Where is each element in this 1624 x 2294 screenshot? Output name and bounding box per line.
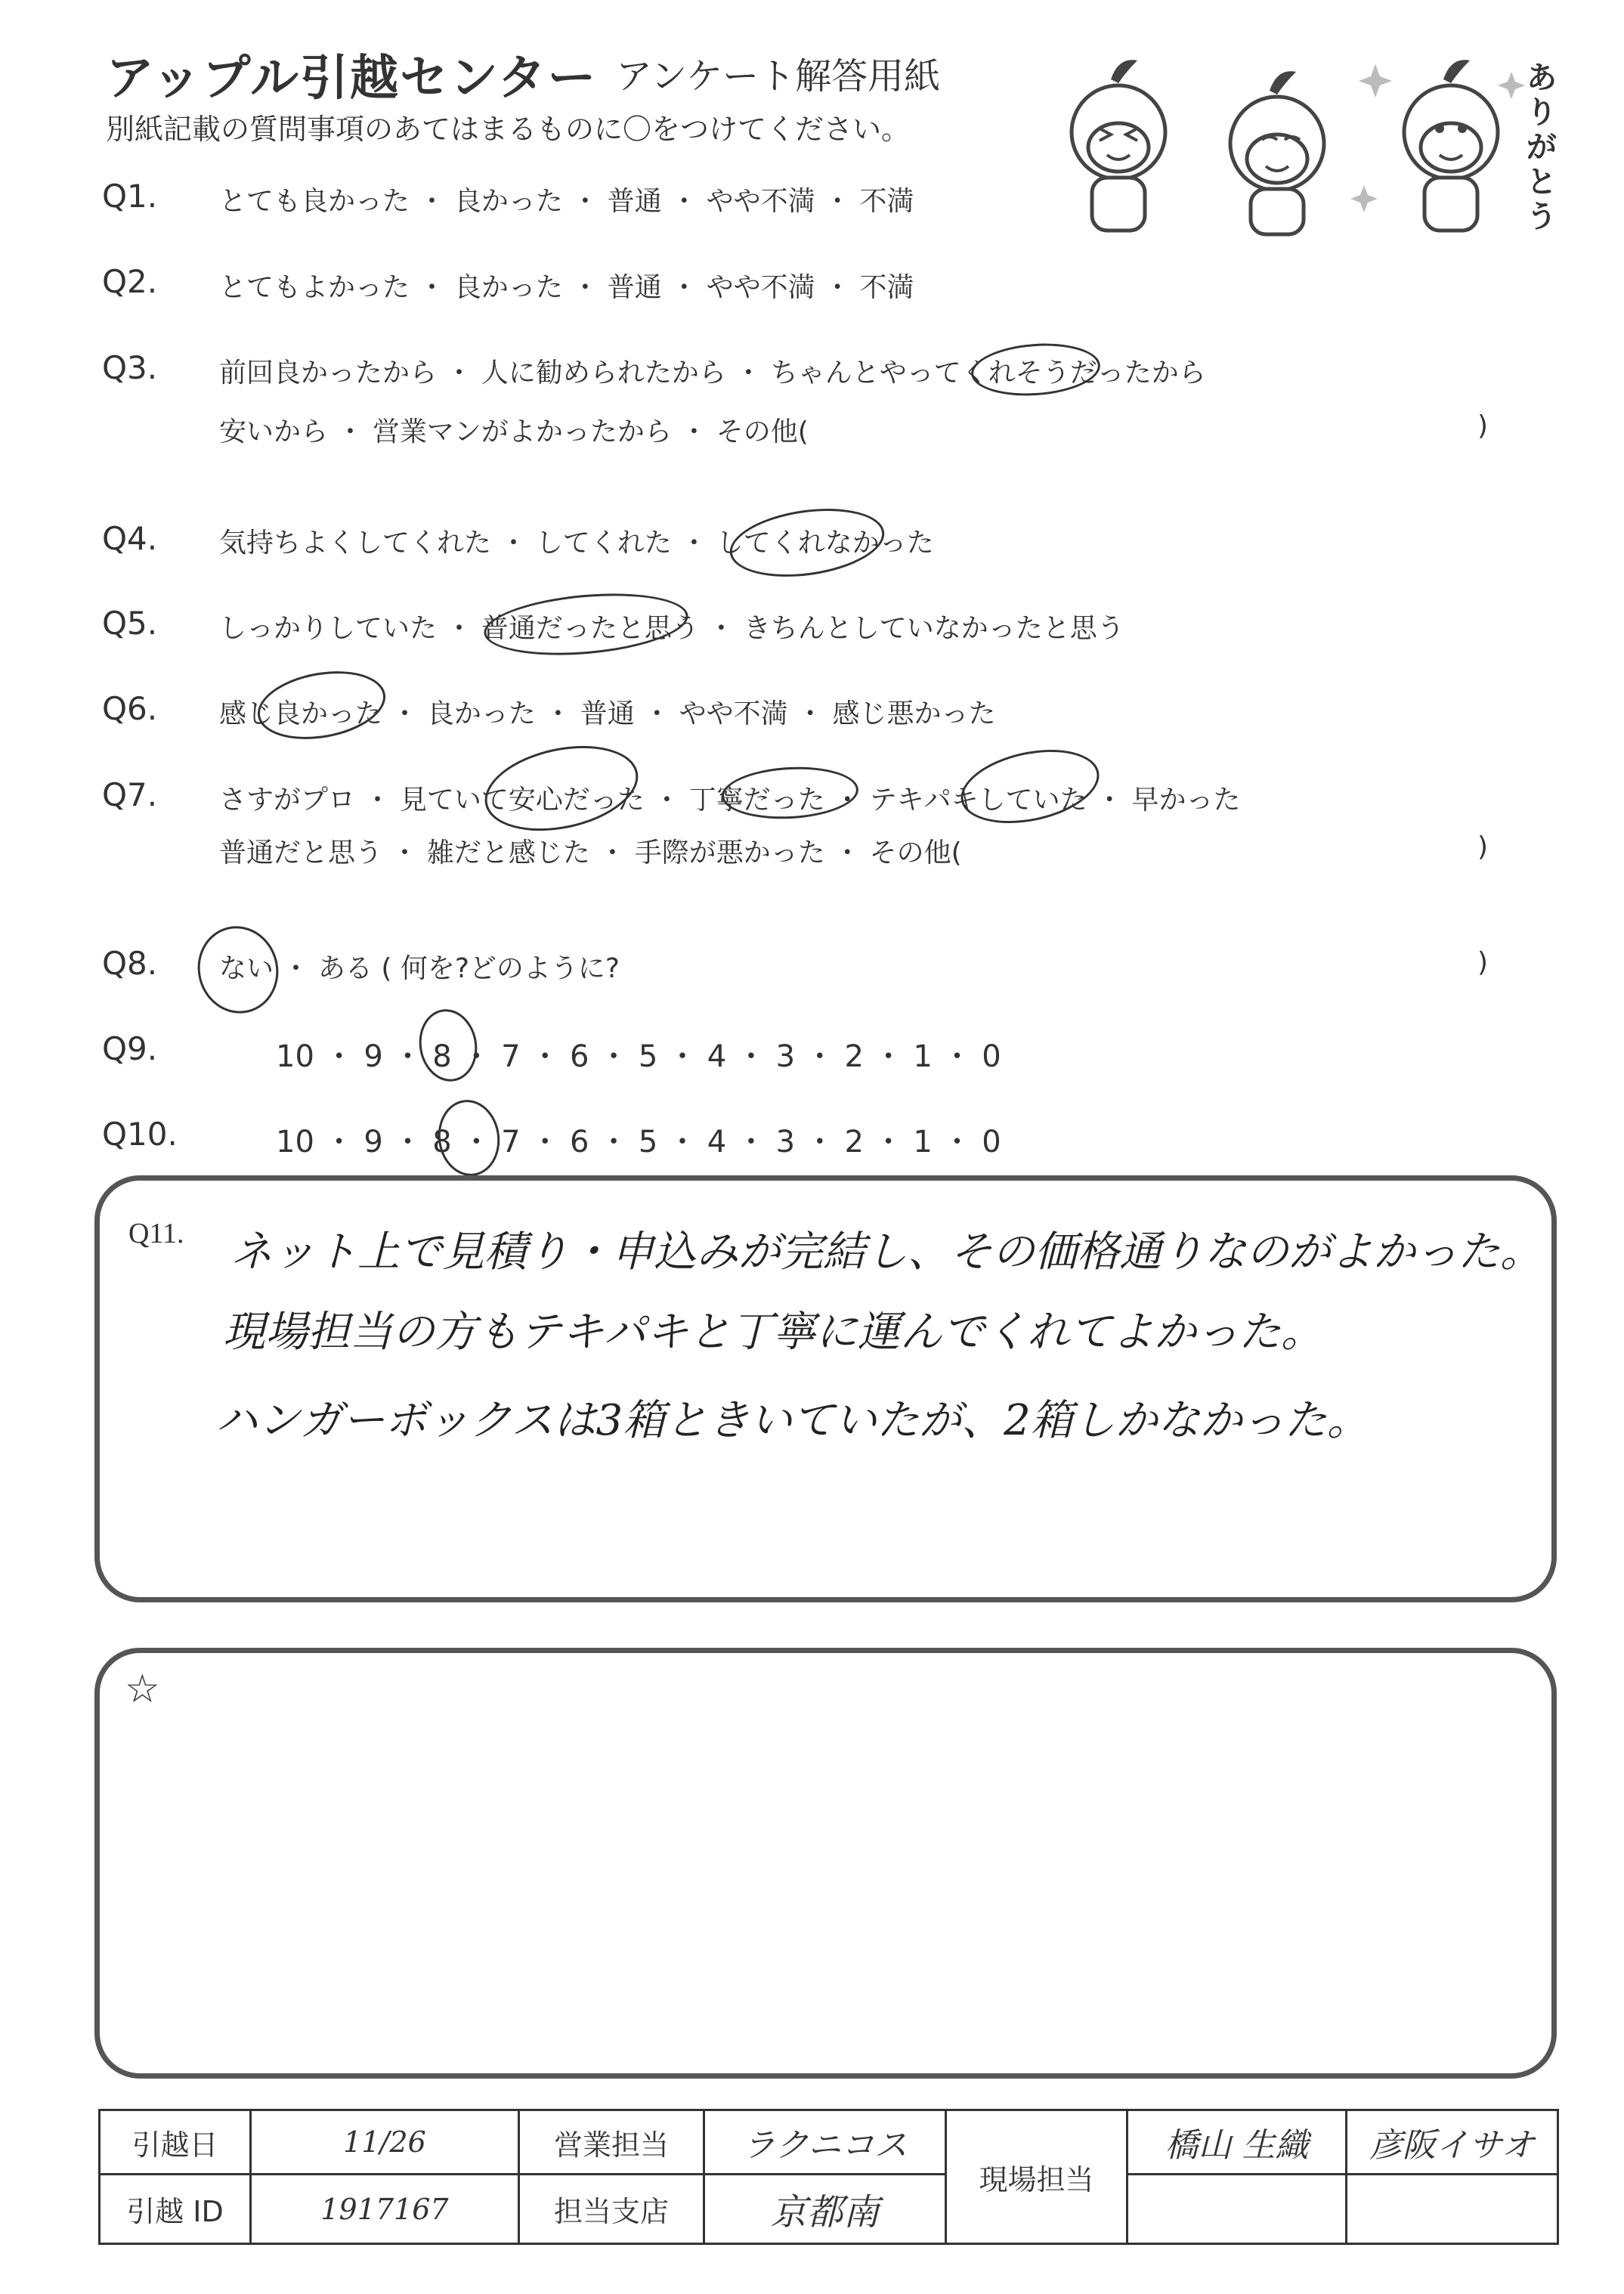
- q9-scale: 10 ・ 9 ・ 8 ・ 7 ・ 6 ・ 5 ・ 4 ・ 3 ・ 2 ・ 1 ・ 0: [276, 1039, 1001, 1074]
- q9-label: Q9.: [102, 1030, 158, 1067]
- q2-options: とてもよかった ・ 良かった ・ 普通 ・ やや不満 ・ 不満: [219, 272, 914, 303]
- site-staff-label: 現場担当: [946, 2110, 1128, 2244]
- instruction-text: 別紙記載の質問事項のあてはまるものに〇をつけてください。: [106, 113, 911, 146]
- q8-label: Q8.: [102, 945, 158, 982]
- q7-close-paren: ): [1477, 831, 1489, 862]
- sales-rep-value: ラクニコス: [704, 2110, 946, 2175]
- q5-options: しっかりしていた ・ 普通だったと思う ・ きちんとしていなかったと思う: [219, 613, 1124, 644]
- form-title: アンケート解答用紙: [616, 55, 941, 98]
- q1-options: とても良かった ・ 良かった ・ 普通 ・ やや不満 ・ 不満: [219, 186, 914, 217]
- q5-selection-circle: [481, 586, 691, 662]
- move-id-value: 1917167: [251, 2175, 519, 2244]
- q4-selection-circle: [725, 500, 889, 586]
- branch-value: 京都南: [704, 2175, 946, 2244]
- q10-selection-circle: [433, 1096, 504, 1180]
- q8-selection-circle: [188, 917, 288, 1022]
- move-id-label: 引越 ID: [100, 2175, 251, 2244]
- move-date-label: 引越日: [100, 2110, 251, 2175]
- q6-selection-circle: [252, 662, 391, 748]
- q7-selection-circle-1: [477, 733, 646, 844]
- q6-options: 感じ良かった ・ 良かった ・ 普通 ・ やや不満 ・ 感じ悪かった: [219, 698, 996, 729]
- site-staff-empty-cell-1: [1128, 2175, 1347, 2244]
- q3-close-paren: ): [1477, 410, 1489, 441]
- q4-options: 気持ちよくしてくれた ・ してくれた ・ してくれなかった: [219, 528, 934, 559]
- branch-label: 担当支店: [519, 2175, 704, 2244]
- q10-scale: 10 ・ 9 ・ 8 ・ 7 ・ 6 ・ 5 ・ 4 ・ 3 ・ 2 ・ 1 ・ 0: [276, 1125, 1001, 1159]
- move-info-table: [98, 2109, 1559, 2245]
- site-staff-empty-cell-2: [1347, 2175, 1558, 2244]
- q11-label: Q11.: [128, 1218, 184, 1249]
- q4-label: Q4.: [102, 520, 158, 557]
- site-staff-1: 橋山 生織: [1128, 2110, 1347, 2175]
- q3-options-line2: 安いから ・ 営業マンがよかったから ・ その他(: [219, 416, 809, 447]
- q2-label: Q2.: [102, 263, 158, 300]
- star-box: [94, 1648, 1557, 2079]
- q11-comment-line-1: ネット上で見積り・申込みが完結し、その価格通りなのがよかった。: [230, 1227, 1542, 1277]
- company-name: アップル引越センター: [106, 51, 598, 107]
- thanks-label: ありがとう: [1527, 60, 1557, 234]
- q3-options-line1: 前回良かったから ・ 人に勧められたから ・ ちゃんとやってくれそうだったから: [219, 358, 1206, 389]
- site-staff-2: 彦阪イサオ: [1347, 2110, 1558, 2175]
- q7-label: Q7.: [102, 776, 158, 813]
- q7-options-line1: さすがプロ ・ 見ていて安心だった ・ 丁寧だった ・ テキパキしていた ・ 早かった: [219, 785, 1241, 816]
- q5-label: Q5.: [102, 605, 158, 642]
- q7-options-line2: 普通だと思う ・ 雑だと感じた ・ 手際が悪かった ・ その他(: [219, 837, 962, 868]
- q7-selection-circle-3: [954, 738, 1106, 835]
- q3-selection-circle: [970, 339, 1102, 400]
- q6-label: Q6.: [102, 690, 158, 727]
- q3-label: Q3.: [102, 349, 158, 386]
- q11-comment-line-3: ハンガーボックスは3箱ときいていたが、2箱しかなかった。: [215, 1396, 1369, 1445]
- q10-label: Q10.: [102, 1116, 178, 1153]
- q8-close-paren: ): [1477, 947, 1489, 978]
- q1-label: Q1.: [102, 178, 158, 215]
- sales-rep-label: 営業担当: [519, 2110, 704, 2175]
- q8-options: ない ・ ある ( 何を?どのように?: [219, 953, 620, 984]
- q11-comment-line-2: 現場担当の方もテキパキと丁寧に運んでくれてよかった。: [223, 1308, 1323, 1357]
- monkey-mascot-illustration: [1028, 42, 1572, 238]
- move-date-value: 11/26: [251, 2110, 519, 2175]
- star-mark: ☆: [125, 1667, 160, 1712]
